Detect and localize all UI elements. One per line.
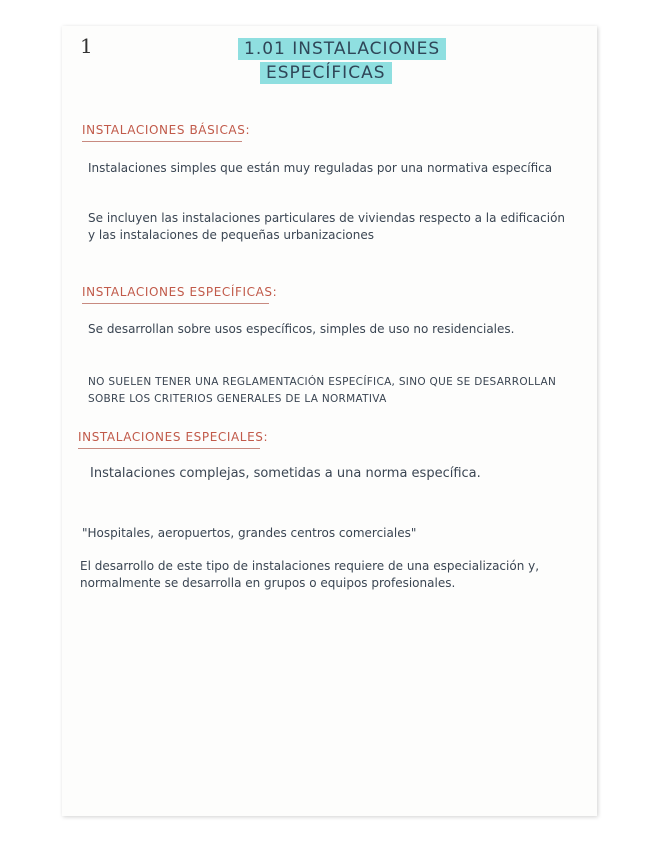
section-paragraph: Se incluyen las instalaciones particulares de viviendas respecto a la edificación y las instalaciones de pequeñas urbanizaciones bbox=[88, 211, 566, 242]
section-paragraph: El desarrollo de este tipo de instalaciones requiere de una especialización y, normalmente se desarrolla en grupos o equipos profesionales. bbox=[80, 559, 540, 590]
page-number: 1 bbox=[80, 34, 93, 58]
section-quote: "Hospitales, aeropuertos, grandes centros comerciales" bbox=[82, 526, 417, 540]
page-title bbox=[238, 38, 478, 84]
section-heading-basicas: INSTALACIONES BÁSICAS: bbox=[82, 123, 250, 140]
section-paragraph: Instalaciones complejas, sometidas a una norma específica. bbox=[90, 466, 481, 481]
title-line-1: 1.01 INSTALACIONES bbox=[238, 38, 446, 60]
section-paragraph: Se desarrollan sobre usos específicos, simples de uso no residenciales. bbox=[88, 322, 515, 336]
section-heading-especificas: INSTALACIONES ESPECÍFICAS: bbox=[82, 285, 277, 302]
section-heading-especiales: INSTALACIONES ESPECIALES: bbox=[78, 430, 268, 447]
section-paragraph: NO SUELEN TENER UNA REGLAMENTACIÓN ESPECÍFICA, SINO QUE SE DESARROLLAN SOBRE LOS CRITERIOS GENERALES DE LA NORMATIVA bbox=[88, 376, 557, 405]
notebook-page bbox=[62, 26, 597, 816]
section-paragraph: Instalaciones simples que están muy reguladas por una normativa específica bbox=[88, 161, 553, 175]
title-line-2: ESPECÍFICAS bbox=[260, 62, 392, 84]
